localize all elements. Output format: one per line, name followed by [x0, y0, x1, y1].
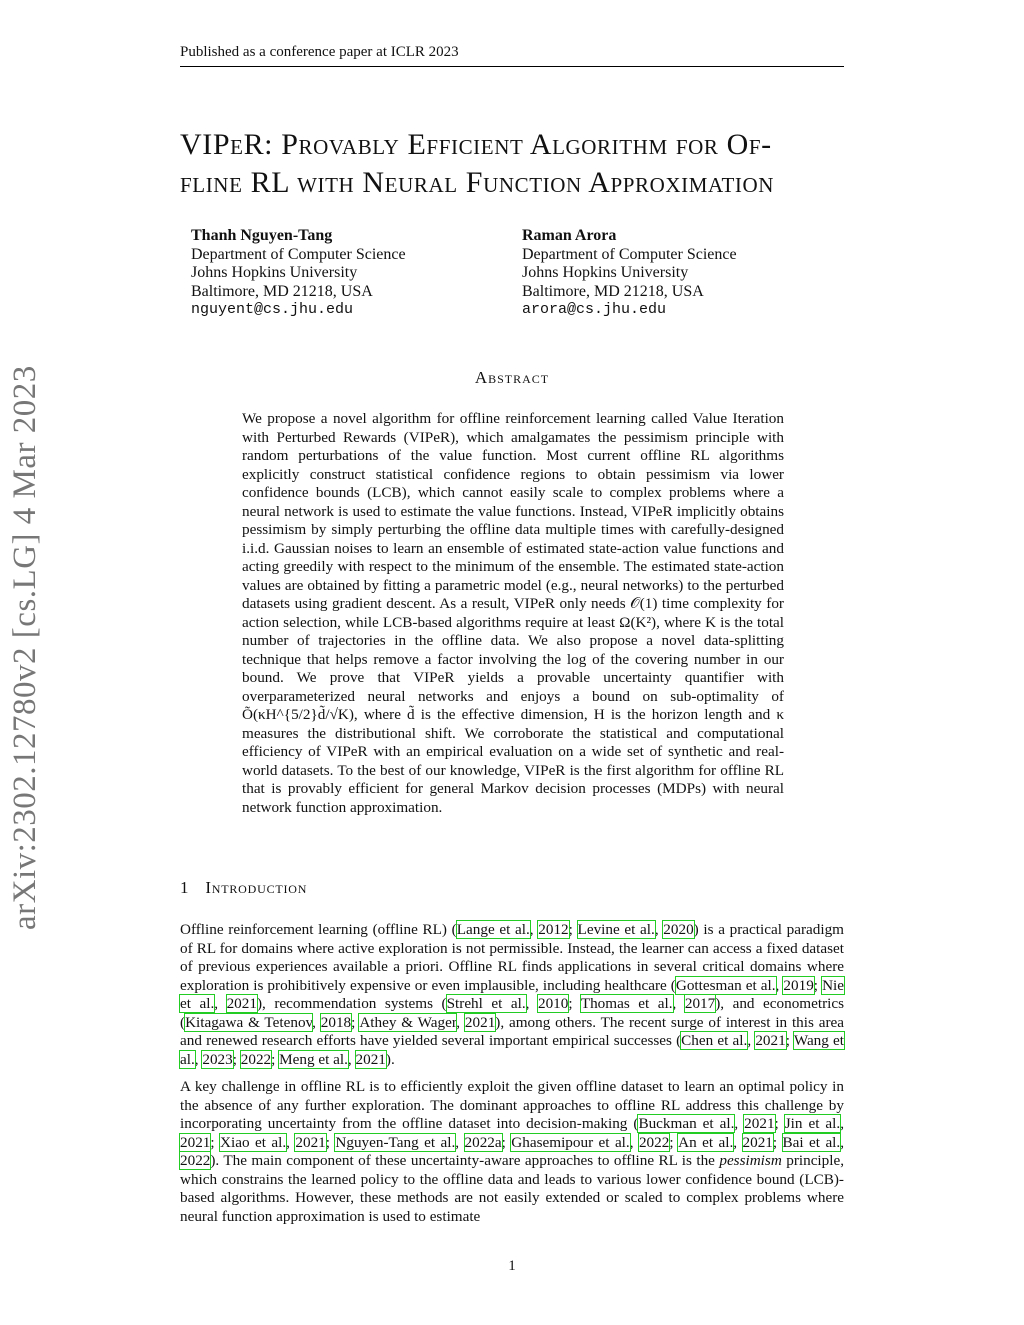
author-address: Baltimore, MD 21218, USA [191, 282, 373, 300]
citation-link[interactable]: Ghasemipour et al. [511, 1133, 630, 1151]
author-email[interactable]: arora@cs.jhu.edu [522, 301, 667, 318]
author-univ: Johns Hopkins University [191, 264, 358, 281]
citation-separator: ; [568, 921, 578, 938]
section-number: 1 [180, 878, 190, 897]
page-number: 1 [508, 1258, 516, 1274]
intro-paragraph-1 [180, 921, 844, 1069]
title-line-2: fline RL with Neural Function Approximation [180, 166, 775, 199]
section-heading [180, 878, 307, 898]
citation-separator: , [733, 1133, 743, 1151]
citation-separator: , [214, 995, 227, 1012]
paragraph-text: A key challenge in offline RL is to efficiently exploit the given offline dataset to learn an optimal policy in the absence of any further exploration. The dominant approaches to offline RL address this challenge by incorporating uncertainty from the offline dataset into decision-making ( [180, 1078, 844, 1132]
arxiv-stamp: arXiv:2302.12780v2 [cs.LG] 4 Mar 2023 [7, 365, 43, 930]
citation-link[interactable]: 2020 [663, 921, 694, 938]
citation-separator: ; [271, 1050, 280, 1068]
citation-separator: ; [774, 1115, 785, 1132]
section-title: Introduction [205, 878, 308, 897]
citation-link[interactable]: 2022 [638, 1133, 670, 1151]
paragraph-text: ), recommendation systems ( [256, 995, 447, 1012]
citation-separator: , [529, 921, 539, 938]
author-dept: Department of Computer Science [522, 245, 737, 263]
citation-separator: ; [325, 1133, 336, 1151]
citation-separator: , [312, 1013, 321, 1031]
citation-separator: , [455, 1133, 465, 1151]
paragraph-text: ). [385, 1050, 395, 1068]
citation-link[interactable]: Lange et al. [456, 921, 530, 938]
citation-link[interactable]: Bai et al. [782, 1133, 841, 1151]
author-dept: Department of Computer Science [191, 245, 406, 263]
citation-separator: , [747, 1032, 756, 1049]
citation-separator: , [734, 1115, 745, 1132]
paragraph-text: ). The main component of these uncertainty-aware approaches to offline RL is the [210, 1152, 720, 1169]
citation-link[interactable]: 2021 [226, 995, 257, 1012]
title-line-1: VIPeR: Provably Efficient Algorithm for Of- [180, 128, 772, 161]
intro-paragraph-2 [180, 1078, 844, 1226]
author-block-1 [191, 227, 406, 320]
citation-link[interactable]: Nie et al. [180, 976, 845, 1012]
citation-link[interactable]: Athey & Wager [359, 1013, 457, 1031]
citation-link[interactable]: An et al. [678, 1133, 734, 1151]
citation-link[interactable]: 2021 [355, 1050, 386, 1068]
citation-separator: ; [210, 1133, 221, 1151]
citation-separator: ; [351, 1013, 360, 1031]
citation-separator: , [654, 921, 664, 938]
citation-link[interactable]: 2021 [180, 1133, 211, 1151]
citation-separator: ; [772, 1133, 783, 1151]
citation-separator: , [672, 995, 685, 1012]
citation-separator: , [629, 1133, 639, 1151]
citation-separator: ; [813, 976, 823, 994]
citation-separator: , [775, 976, 784, 994]
citation-separator: ; [785, 1032, 794, 1049]
citation-link[interactable]: 2019 [783, 976, 814, 994]
citation-link[interactable]: 2021 [742, 1133, 773, 1151]
citation-separator: , [194, 1050, 203, 1068]
citation-link[interactable]: Thomas et al. [580, 995, 673, 1012]
citation-link[interactable]: 2021 [755, 1032, 786, 1049]
citation-link[interactable]: Xiao et al. [220, 1133, 287, 1151]
citation-link[interactable]: Jin et al. [784, 1115, 841, 1132]
citation-link[interactable]: Levine et al. [577, 921, 655, 938]
citation-separator: ; [501, 1133, 512, 1151]
citation-separator: ; [568, 995, 581, 1012]
citation-separator: ; [232, 1050, 241, 1068]
paragraph-text: ), among others. The recent surge of interest in this area and renewed research efforts have yielded several important empirical successes ( [180, 1013, 845, 1049]
paragraph-text: Offline reinforcement learning (offline RL) ( [180, 921, 457, 938]
author-email[interactable]: nguyent@cs.jhu.edu [191, 301, 354, 318]
running-header: Published as a conference paper at ICLR 2023 [180, 44, 844, 67]
abstract-heading: Abstract [474, 368, 550, 387]
citation-separator: , [525, 995, 538, 1012]
citation-link[interactable]: Kitagawa & Tetenov [185, 1013, 313, 1031]
author-univ: Johns Hopkins University [522, 264, 689, 281]
citation-link[interactable]: 2022a [464, 1133, 502, 1151]
citation-link[interactable]: 2021 [295, 1133, 326, 1151]
citation-separator: , [286, 1133, 296, 1151]
citation-separator: , [840, 1133, 844, 1151]
citation-link[interactable]: 2018 [320, 1013, 352, 1031]
author-address: Baltimore, MD 21218, USA [522, 282, 704, 300]
abstract-text: We propose a novel algorithm for offline reinforcement learning called Value Iteration with Perturbed Rewards (VIPeR), which amalgamates the pessimism principle with random perturbations of the value function. Most current offline RL algorithms explicitly construct statistical confidence regions to obtain pessimism via lower confidence bounds (LCB), which cannot easily scale to complex problems where a neural network is used to estimate the value functions. Instead, VIPeR implicitly obtains pessimism by simply perturbing the offline data multiple times with carefully-designed i.i.d. Gaussian noises to learn an ensemble of estimated state-action value functions and acting greedily with respect to the minimum of the ensemble. The estimated state-action values are obtained by fitting a parametric model (e.g., neural networks) to the perturbed datasets using gradient descent. As a result, VIPeR only needs 𝒪(1) time complexity for action selection, while LCB-based algorithms require at least Ω(K²), where K is the total number of trajectories in the offline data. We also propose a novel data-splitting technique that helps remove a factor involving the log of the covering number in our bound. We prove that VIPeR yields a provable uncertainty quantifier with overparameterized neural networks and enjoys a bound on sub-optimality of Õ(κH^{5/2}d̃/√K), where d̃ is the effective dimension, H is the horizon length and κ measures the distributional shift. We corroborate the statistical and computational efficiency of VIPeR with an empirical evaluation on a wide set of synthetic and real-world datasets. To the best of our knowledge, VIPeR is the first algorithm for offline RL that is provably efficient for general Markov decision processes (MDPs) with neural network function approximation. [242, 410, 784, 816]
paper-title [180, 126, 860, 202]
citation-link[interactable]: Nguyen-Tang et al. [335, 1133, 456, 1151]
citation-link[interactable]: 2017 [684, 995, 716, 1012]
citation-link[interactable]: 2021 [744, 1115, 775, 1132]
author-block-2 [522, 227, 737, 320]
citation-link[interactable]: 2022 [180, 1152, 211, 1169]
citation-link[interactable]: Buckman et al. [638, 1115, 735, 1132]
author-name: Raman Arora [522, 227, 617, 244]
author-name: Thanh Nguyen-Tang [191, 227, 333, 244]
citation-link[interactable]: 2022 [240, 1050, 272, 1068]
citation-link[interactable]: Meng et al. [279, 1050, 348, 1068]
citation-link[interactable]: 2012 [538, 921, 569, 938]
citation-link[interactable]: Strehl et al. [446, 995, 526, 1012]
citation-link[interactable]: Chen et al. [681, 1032, 748, 1049]
paragraph-text: ), and econometrics ( [180, 995, 845, 1031]
citation-link[interactable]: Wang et al. [180, 1032, 845, 1068]
citation-separator: ; [669, 1133, 679, 1151]
citation-separator: , [840, 1115, 844, 1132]
citation-separator: , [456, 1013, 465, 1031]
paragraph-text: ) is a practical paradigm of RL for domains where active exploration is not permissible. Instead, the learner can access a fixed dataset of previous experiences available a priori. Offline RL finds applications in several critical domains where exploration is prohibitively expensive or even implausible, including healthcare ( [180, 921, 844, 994]
citation-link[interactable]: Gottesman et al. [675, 976, 776, 994]
citation-separator: , [347, 1050, 356, 1068]
emphasis-pessimism: pessimism [719, 1152, 782, 1169]
paragraph-text: principle, which constrains the learned policy to the offline data and leads to various lower confidence bound (LCB)-based algorithms. However, these methods are not easily extended or scaled to complex problems where neural function approximation is used to estimate [180, 1152, 845, 1225]
citation-link[interactable]: 2023 [202, 1050, 233, 1068]
citation-link[interactable]: 2010 [537, 995, 569, 1012]
citation-link[interactable]: 2021 [464, 1013, 496, 1031]
